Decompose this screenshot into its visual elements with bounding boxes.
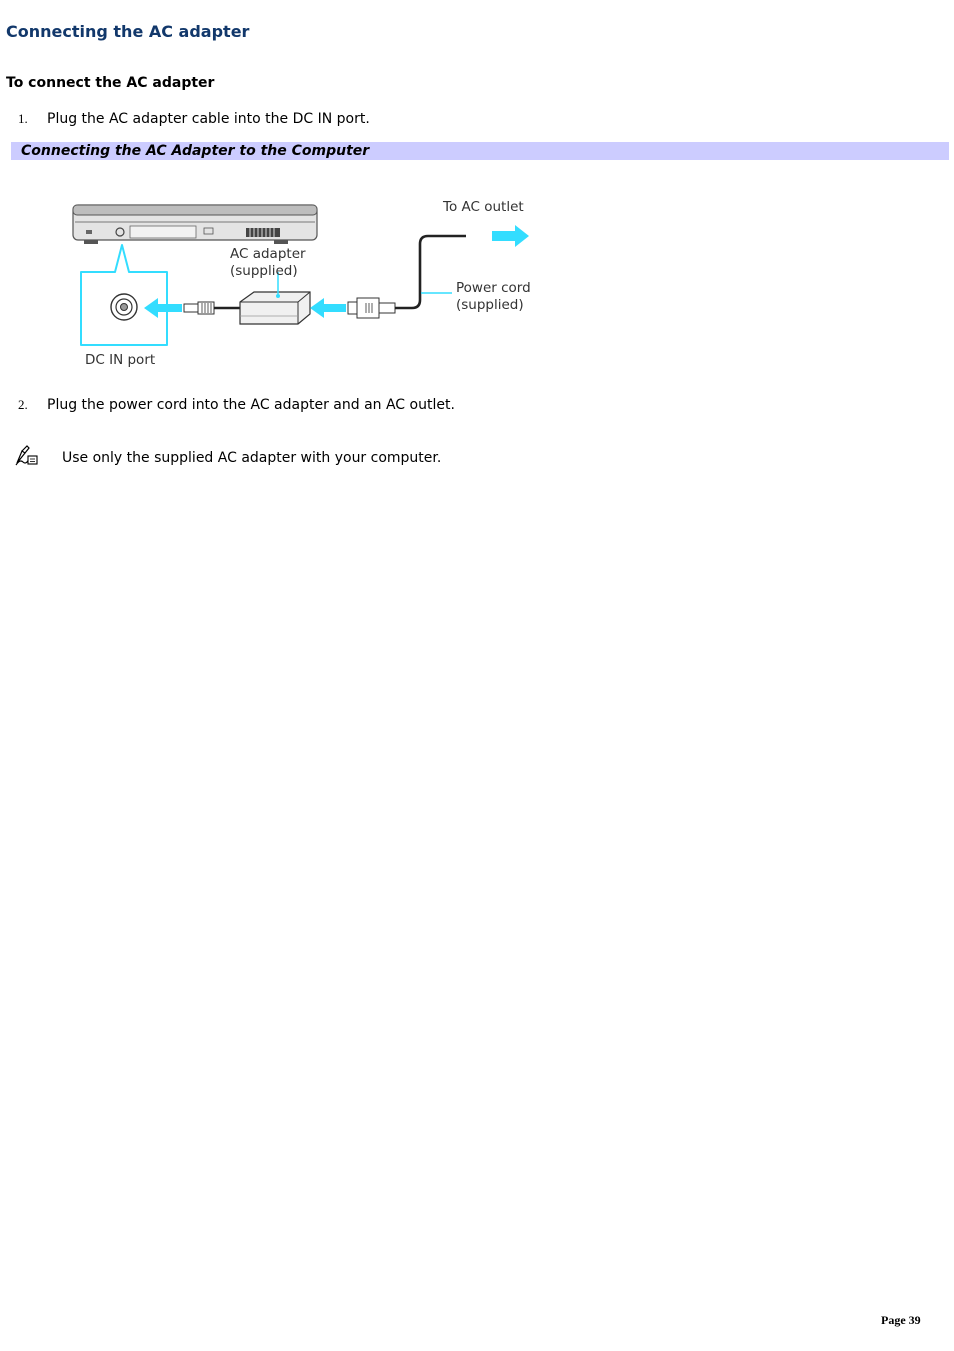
right-arrow-icon bbox=[492, 225, 529, 247]
left-arrow-icon bbox=[310, 298, 346, 318]
ac-adapter-diagram bbox=[60, 190, 550, 380]
power-cord-plug-illustration bbox=[348, 298, 395, 318]
power-cord-supplied-label: (supplied) bbox=[456, 297, 524, 313]
figure-caption: Connecting the AC Adapter to the Computer bbox=[21, 143, 370, 159]
ac-adapter-label: AC adapter bbox=[230, 246, 306, 262]
section-subheading: To connect the AC adapter bbox=[6, 75, 215, 91]
step-2 bbox=[18, 397, 455, 413]
dc-in-port-label: DC IN port bbox=[85, 352, 156, 368]
note-pen-icon bbox=[14, 445, 40, 467]
note-text: Use only the supplied AC adapter with your computer. bbox=[62, 450, 442, 466]
dc-plug-illustration bbox=[184, 302, 240, 314]
page-title: Connecting the AC adapter bbox=[6, 22, 250, 41]
step-text: Plug the AC adapter cable into the DC IN port. bbox=[47, 111, 370, 127]
step-number: 1. bbox=[18, 111, 28, 126]
power-cord-label: Power cord bbox=[456, 280, 531, 296]
laptop-illustration bbox=[73, 205, 317, 244]
step-1 bbox=[18, 111, 370, 127]
page-number: Page 39 bbox=[881, 1313, 921, 1327]
dc-in-port-callout bbox=[81, 245, 167, 345]
ac-adapter-supplied-label: (supplied) bbox=[230, 263, 298, 279]
step-text: Plug the power cord into the AC adapter and an AC outlet. bbox=[47, 397, 455, 413]
step-number: 2. bbox=[18, 397, 28, 412]
figure-caption-bar bbox=[11, 142, 949, 160]
to-ac-outlet-label: To AC outlet bbox=[443, 199, 524, 215]
